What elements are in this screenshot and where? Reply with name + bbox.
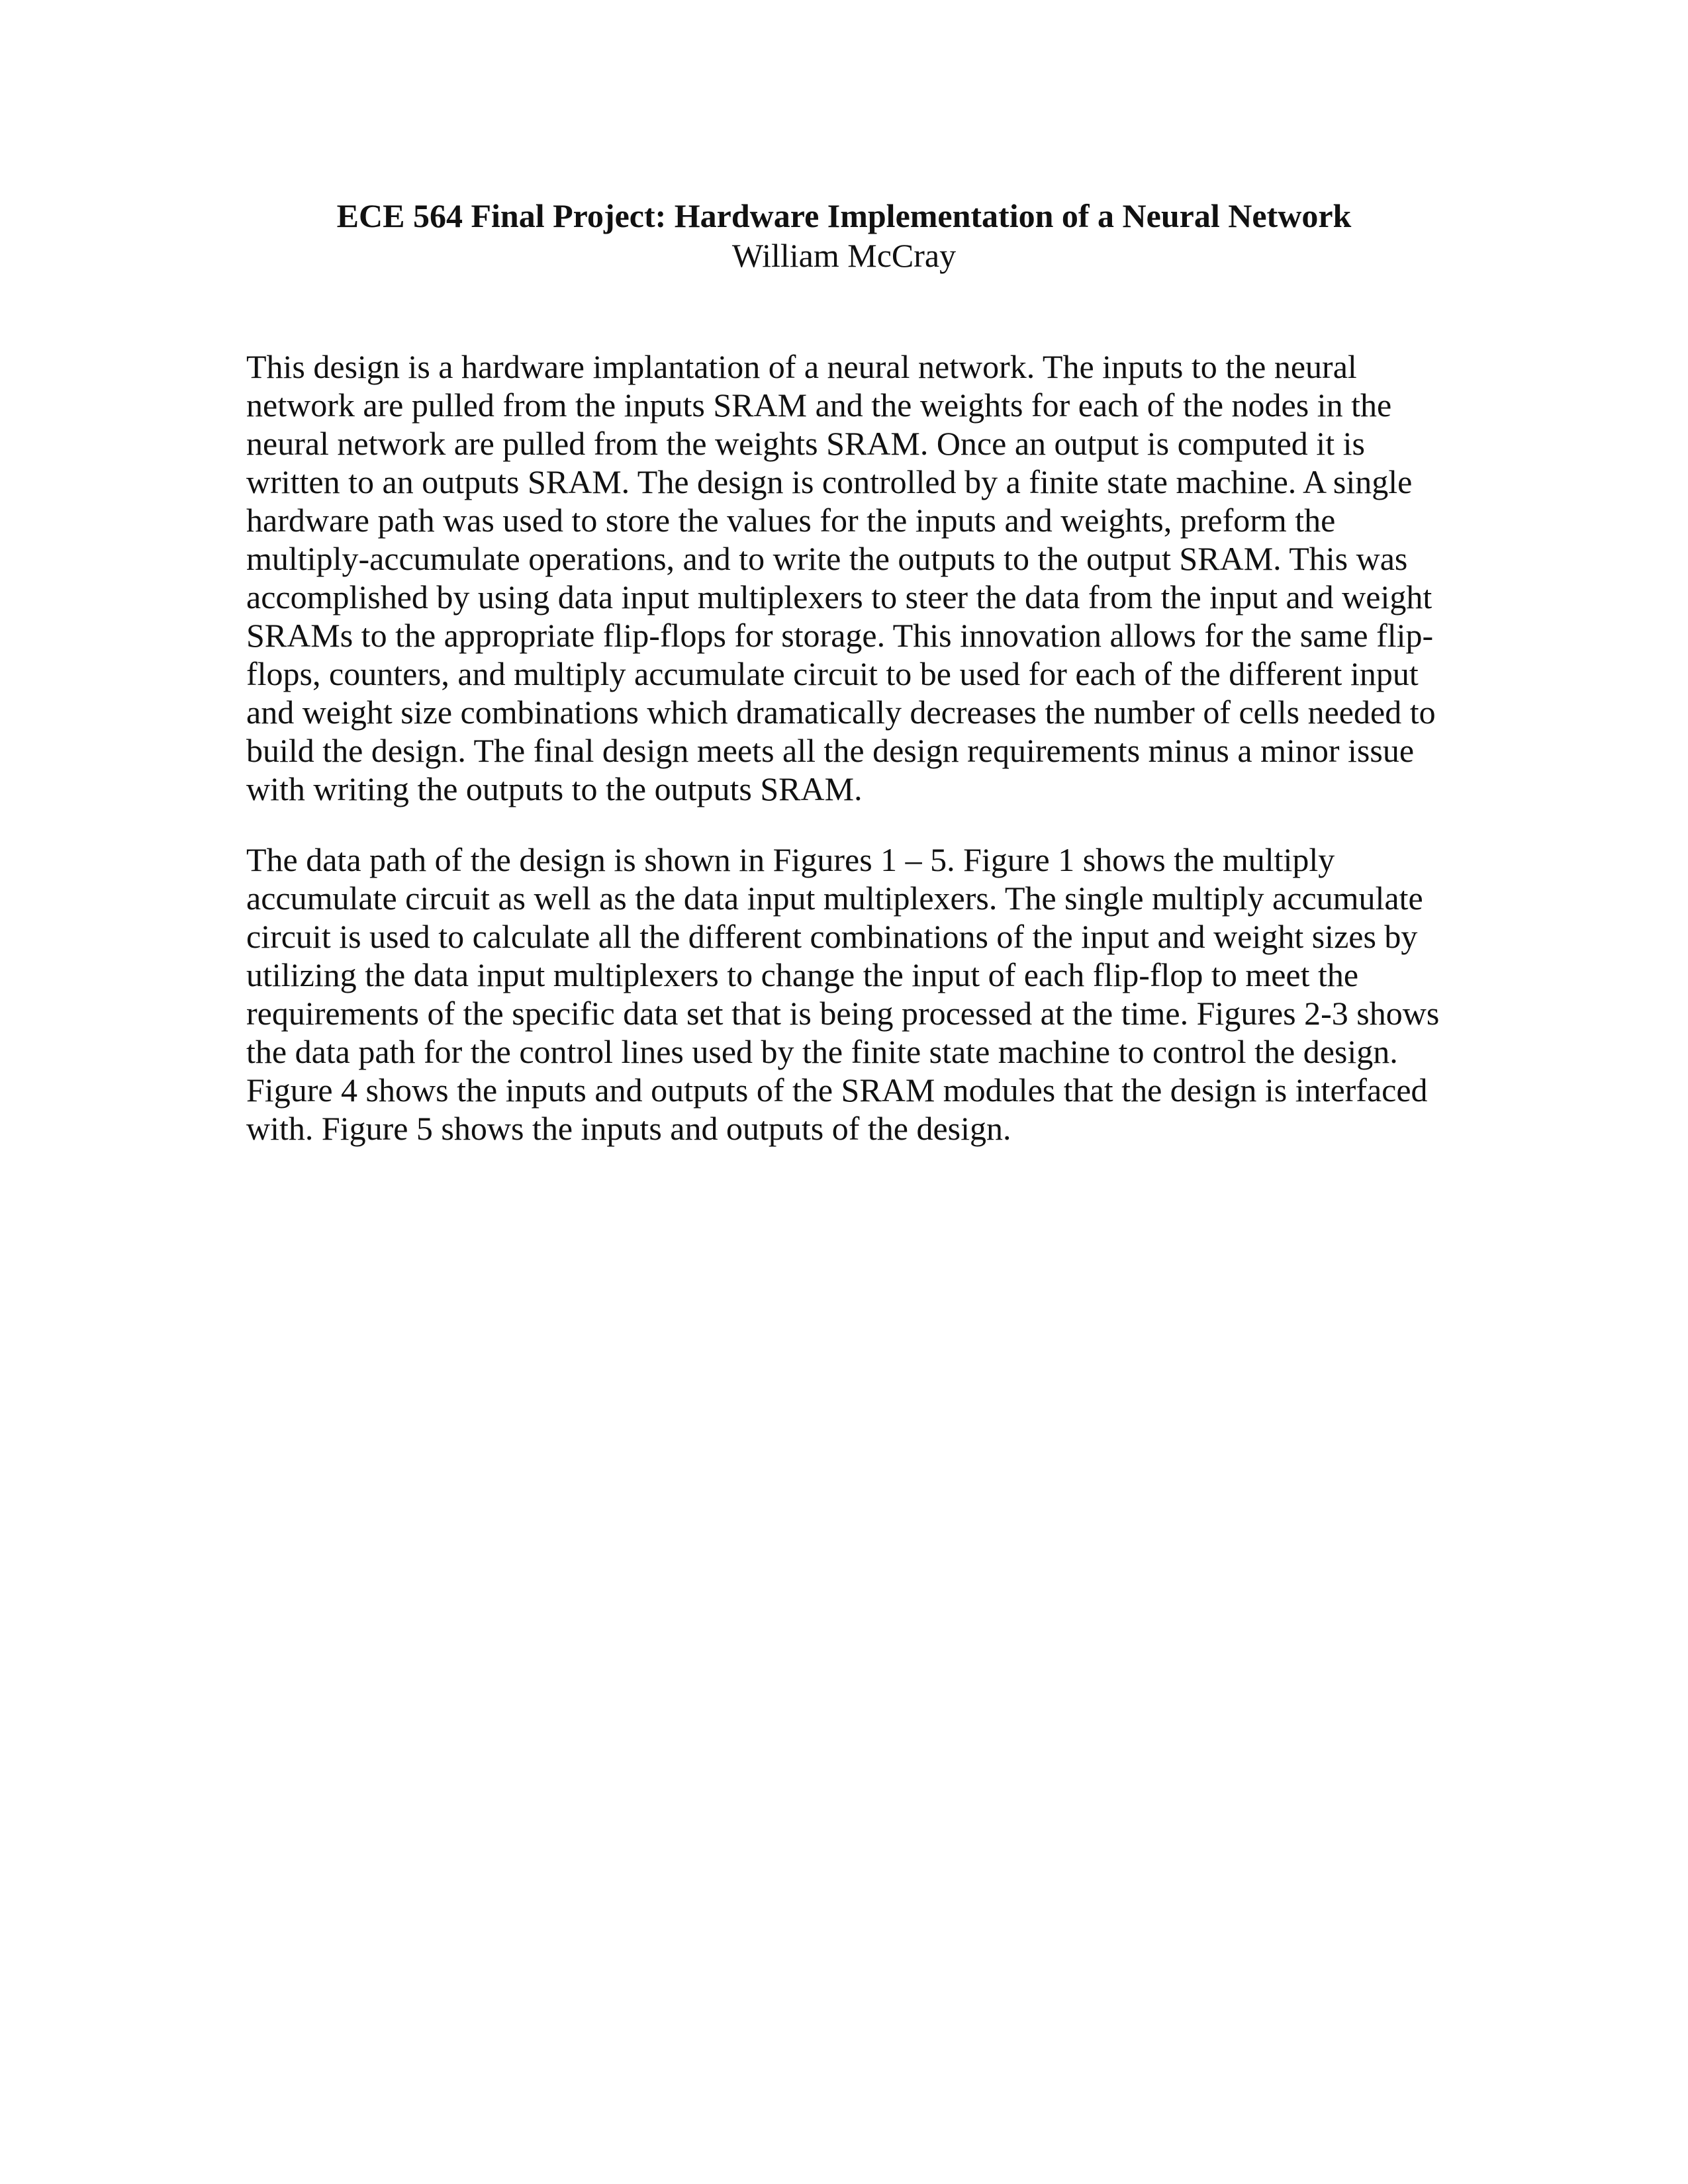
document-title: ECE 564 Final Project: Hardware Implementation of a Neural Network [336,197,1352,234]
body-paragraph-1: This design is a hardware implantation of a neural network. The inputs to the neural network are pulled from the inputs SRAM and the weights for each of the nodes in the neural network are pulled from the weights SRAM. Once an output is computed it is written to an outputs SRAM. The design is controlled by a finite state machine. A single hardware path was used to store the values for the inputs and weights, preform the multiply-accumulate operations, and to write the outputs to the output SRAM. This was accomplished by using data input multiplexers to steer the data from the input and weight SRAMs to the appropriate flip-flops for storage. This innovation allows for the same flip-flops, counters, and multiply accumulate circuit to be used for each of the different input and weight size combinations which dramatically decreases the number of cells needed to build the design. The final design meets all the design requirements minus a minor issue with writing the outputs to the outputs SRAM. [246,348,1436,807]
body-paragraph-2: The data path of the design is shown in Figures 1 – 5. Figure 1 shows the multiply accumulate circuit as well as the data input multiplexers. The single multiply accumulate circuit is used to calculate all the different combinations of the input and weight sizes by utilizing the data input multiplexers to change the input of each flip-flop to meet the requirements of the specific data set that is being processed at the time. Figures 2-3 shows the data path for the control lines used by the finite state machine to control the design. Figure 4 shows the inputs and outputs of the SRAM modules that the design is interfaced with. Figure 5 shows the inputs and outputs of the design. [246,841,1440,1147]
document-author: William McCray [731,237,957,274]
document-header [0,196,1688,275]
